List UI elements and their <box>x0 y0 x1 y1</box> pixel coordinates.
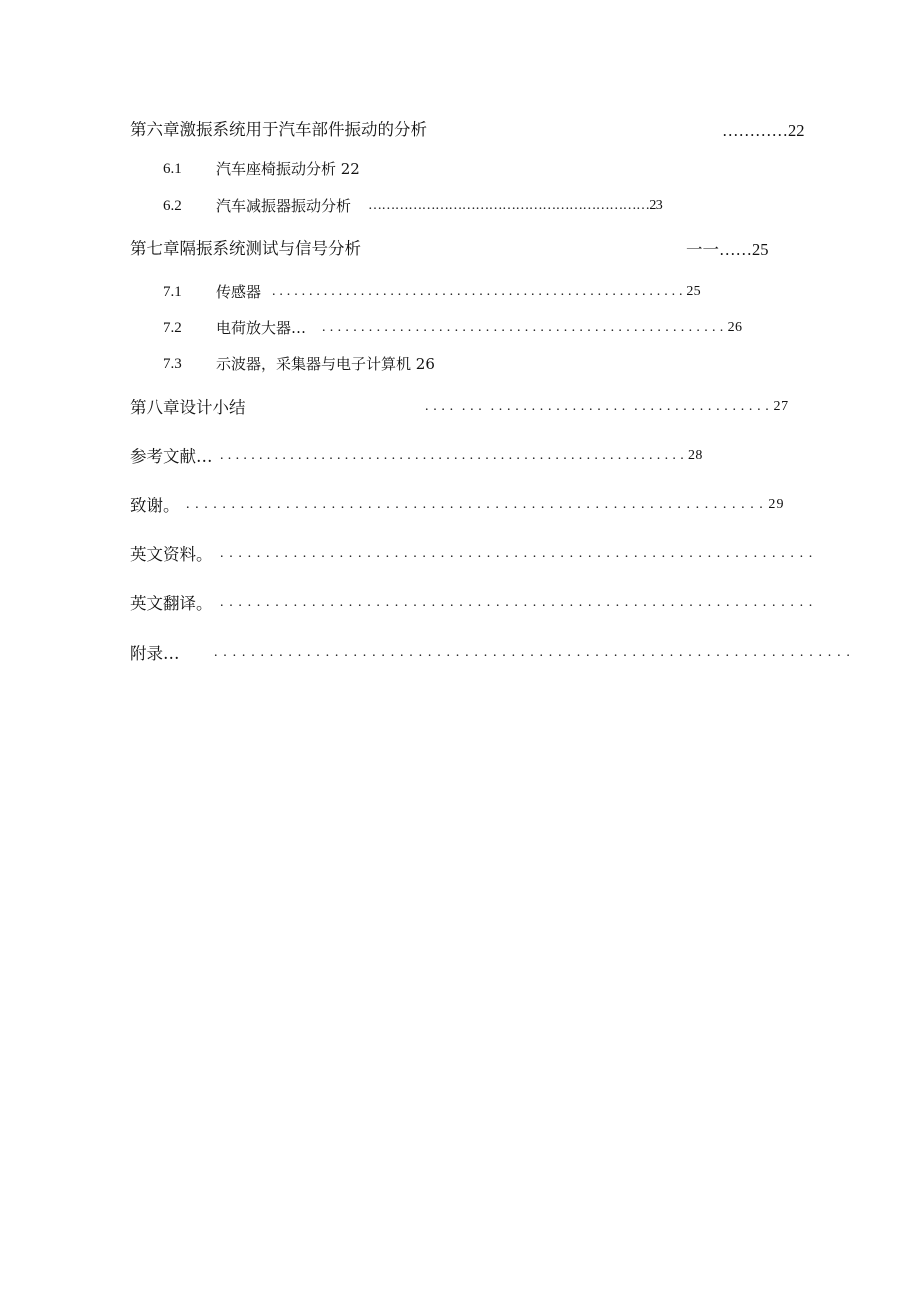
toc-section-7-2-title[interactable]: 电荷放大器… <box>216 319 307 337</box>
toc-chapter-6-title[interactable]: 第六章激振系统用于汽车部件振动的分析 <box>130 120 427 139</box>
toc-chapter-8-title[interactable]: 第八章设计小结 <box>130 398 246 417</box>
toc-english-translation-leader: . . . . . . . . . . . . . . . . . . . . . . . . . . . . . . . . . . . . . . . . . . . . . . . . . . . . . . . . . . . . . . . . . <box>220 595 814 610</box>
toc-section-6-1-number: 6.1 <box>163 161 182 177</box>
toc-section-6-2-page: ………………………………………………………23 <box>368 198 663 213</box>
toc-english-material-title[interactable]: 英文资料。 <box>130 545 213 564</box>
toc-appendix-leader: . . . . . . . . . . . . . . . . . . . . . . . . . . . . . . . . . . . . . . . . . . . . . . . . . . . . . . . . . . . . . . . . . . . . . <box>214 645 852 660</box>
toc-section-7-3-title[interactable]: 示波器，采集器与电子计算机 26 <box>216 355 435 373</box>
toc-section-6-2-number: 6.2 <box>163 198 182 214</box>
toc-section-6-1-title[interactable]: 汽车座椅振动分析 22 <box>216 160 360 178</box>
toc-section-7-2-number: 7.2 <box>163 320 182 336</box>
toc-references-title[interactable]: 参考文献… <box>130 447 213 466</box>
toc-chapter-6-page: …………22 <box>722 121 805 140</box>
toc-appendix-title[interactable]: 附录… <box>130 644 180 663</box>
toc-english-translation-title[interactable]: 英文翻译。 <box>130 594 213 613</box>
toc-section-7-1-page: . . . . . . . . . . . . . . . . . . . . . . . . . . . . . . . . . . . . . . . . . . . . . . . . . . . . . . . . 25 <box>272 284 701 299</box>
toc-section-7-2-page: . . . . . . . . . . . . . . . . . . . . . . . . . . . . . . . . . . . . . . . . . . . . . . . . . . . . 26 <box>322 320 743 335</box>
toc-acknowledgements-page: . . . . . . . . . . . . . . . . . . . . . . . . . . . . . . . . . . . . . . . . . . . . . . . . . . . . . . . . . . . . . . . . 29 <box>186 497 785 512</box>
toc-section-7-1-title[interactable]: 传感器 <box>216 283 262 301</box>
toc-section-6-2-title[interactable]: 汽车减振器振动分析 <box>216 197 352 215</box>
toc-english-material-leader: . . . . . . . . . . . . . . . . . . . . . . . . . . . . . . . . . . . . . . . . . . . . . . . . . . . . . . . . . . . . . . . . . <box>220 546 814 561</box>
toc-section-7-1-number: 7.1 <box>163 284 182 300</box>
toc-chapter-7-page: 一一……25 <box>686 240 769 259</box>
toc-acknowledgements-title[interactable]: 致谢。 <box>130 496 180 515</box>
toc-chapter-7-title[interactable]: 第七章隔振系统测试与信号分析 <box>130 239 361 258</box>
toc-chapter-8-page: . . . . . . . . . . . . . . . . . . . . . . . . . . . . . . . . . . . . . . . . . 27 <box>425 399 789 414</box>
toc-section-7-3-number: 7.3 <box>163 356 182 372</box>
toc-references-page: . . . . . . . . . . . . . . . . . . . . . . . . . . . . . . . . . . . . . . . . . . . . . . . . . . . . . . . . . . . . 28 <box>220 448 703 463</box>
